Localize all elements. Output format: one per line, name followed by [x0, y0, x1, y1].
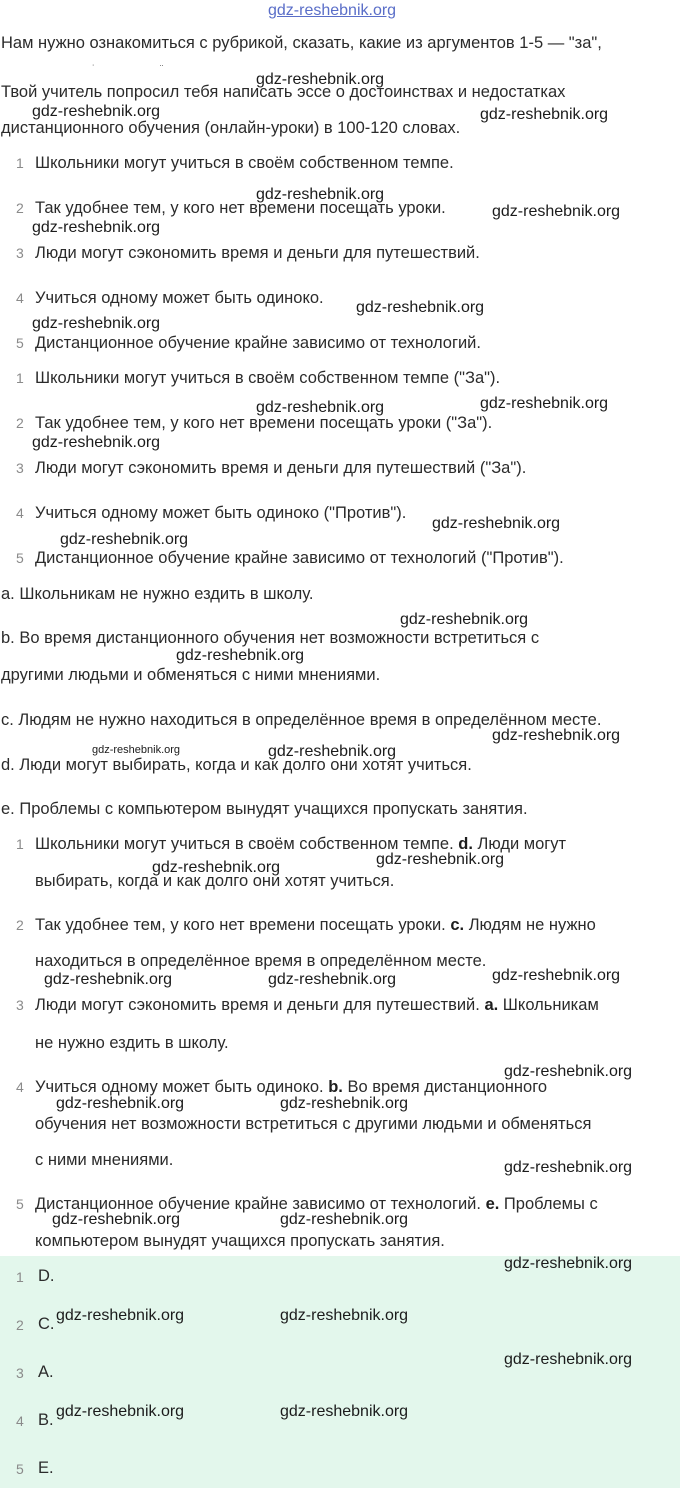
answer-value: E.: [38, 1459, 54, 1477]
matched-item-line: не нужно ездить в школу.: [35, 1034, 229, 1052]
watermark-text: gdz-reshebnik.org: [280, 1403, 409, 1420]
item-number: 1: [16, 370, 24, 386]
statement-b-line2: другими людьми и обменяться с ними мнениями.: [1, 666, 381, 684]
watermark-text: gdz-reshebnik.org: [32, 434, 161, 451]
watermark-text: gdz-reshebnik.org: [60, 531, 189, 548]
matched-item-line: Люди могут сэкономить время и деньги для путешествий. a. Школьникам: [35, 996, 599, 1014]
answer-value: C.: [38, 1315, 55, 1333]
argument-item: Так удобнее тем, у кого нет времени посещать уроки.: [35, 199, 446, 217]
watermark-text: gdz-reshebnik.org: [56, 1095, 185, 1112]
watermark-text: gdz-reshebnik.org: [152, 859, 281, 876]
watermark-text: gdz-reshebnik.org: [504, 1351, 633, 1368]
item-number: 3: [16, 997, 24, 1013]
watermark-text: gdz-reshebnik.org: [280, 1095, 409, 1112]
watermark-text: gdz-reshebnik.org: [92, 744, 181, 756]
watermark-text: gdz-reshebnik.org: [32, 103, 161, 120]
watermark-text: gdz-reshebnik.org: [268, 743, 397, 760]
item-number: 5: [16, 1196, 24, 1212]
watermark-text: gdz-reshebnik.org: [376, 851, 505, 868]
answer-box: [0, 1256, 680, 1488]
matched-item-line: Школьники могут учиться в своём собственном темпе. d. Люди могут: [35, 835, 567, 853]
intro-text: Нам нужно ознакомиться с рубрикой, сказать, какие из аргументов 1-5 — "за",: [1, 34, 602, 52]
watermark-text: gdz-reshebnik.org: [356, 299, 485, 316]
classified-item: Школьники могут учиться в своём собственном темпе ("За").: [35, 369, 501, 387]
answer-number: 3: [16, 1365, 24, 1381]
item-number: 4: [16, 290, 24, 306]
watermark-text: gdz-reshebnik.org: [256, 186, 385, 203]
item-number: 2: [16, 415, 24, 431]
answer-value: D.: [38, 1267, 55, 1285]
watermark-text: gdz-reshebnik.org: [492, 727, 621, 744]
item-number: 1: [16, 155, 24, 171]
argument-item: Учиться одному может быть одиноко.: [35, 289, 324, 307]
matched-item-line: Учиться одному может быть одиноко. b. Во время дистанционного: [35, 1078, 548, 1096]
item-number: 3: [16, 245, 24, 261]
task-line-1: Твой учитель попросил тебя написать эссе о достоинствах и недостатках: [1, 83, 566, 101]
argument-item: Школьники могут учиться в своём собственном темпе.: [35, 154, 454, 172]
watermark-text: gdz-reshebnik.org: [280, 1211, 409, 1228]
watermark-text: gdz-reshebnik.org: [280, 1307, 409, 1324]
classified-item: Люди могут сэкономить время и деньги для путешествий ("За").: [35, 459, 527, 477]
item-number: 2: [16, 917, 24, 933]
classified-item: Учиться одному может быть одиноко ("Против").: [35, 504, 407, 522]
classified-item: Так удобнее тем, у кого нет времени посещать уроки ("За").: [35, 414, 493, 432]
watermark-text: gdz-reshebnik.org: [504, 1159, 633, 1176]
matched-item-line: компьютером вынудят учащихся пропускать занятия.: [35, 1232, 445, 1250]
item-number: 2: [16, 200, 24, 216]
answer-value: B.: [38, 1411, 54, 1429]
dots-mark: ¨: [160, 64, 164, 75]
watermark-text: gdz-reshebnik.org: [256, 399, 385, 416]
watermark-text: gdz-reshebnik.org: [432, 515, 561, 532]
item-number: 3: [16, 460, 24, 476]
item-number: 4: [16, 505, 24, 521]
site-logo-link[interactable]: gdz-reshebnik.org: [268, 2, 397, 19]
answer-number: 2: [16, 1317, 24, 1333]
matched-item-line: с ними мнениями.: [35, 1151, 174, 1169]
watermark-text: gdz-reshebnik.org: [52, 1211, 181, 1228]
watermark-text: gdz-reshebnik.org: [492, 203, 621, 220]
watermark-text: gdz-reshebnik.org: [56, 1307, 185, 1324]
matched-item-line: выбирать, когда и как долго они хотят учиться.: [35, 872, 395, 890]
item-number: 4: [16, 1079, 24, 1095]
watermark-text: gdz-reshebnik.org: [176, 647, 305, 664]
watermark-text: gdz-reshebnik.org: [32, 315, 161, 332]
statement-a: a. Школьникам не нужно ездить в школу.: [1, 585, 314, 603]
item-number: 5: [16, 335, 24, 351]
matched-item-line: обучения нет возможности встретиться с другими людьми и обменяться: [35, 1115, 592, 1133]
task-line-2: дистанционного обучения (онлайн-уроки) в 100-120 словах.: [1, 119, 461, 137]
watermark-text: gdz-reshebnik.org: [504, 1063, 633, 1080]
watermark-text: gdz-reshebnik.org: [32, 219, 161, 236]
watermark-text: gdz-reshebnik.org: [268, 971, 397, 988]
watermark-text: gdz-reshebnik.org: [44, 971, 173, 988]
answer-number: 1: [16, 1269, 24, 1285]
statement-c: c. Людям не нужно находиться в определённое время в определённом месте.: [1, 711, 602, 729]
statement-e: e. Проблемы с компьютером вынудят учащихся пропускать занятия.: [1, 800, 528, 818]
dots-mark: ˙: [92, 64, 96, 75]
argument-item: Люди могут сэкономить время и деньги для путешествий.: [35, 244, 480, 262]
statement-b-line1: b. Во время дистанционного обучения нет возможности встретиться с: [1, 629, 540, 647]
watermark-text: gdz-reshebnik.org: [492, 967, 621, 984]
classified-item: Дистанционное обучение крайне зависимо от технологий ("Против").: [35, 549, 564, 567]
watermark-text: gdz-reshebnik.org: [256, 71, 385, 88]
watermark-text: gdz-reshebnik.org: [480, 106, 609, 123]
answer-number: 4: [16, 1413, 24, 1429]
matched-item-line: Дистанционное обучение крайне зависимо от технологий. e. Проблемы с: [35, 1195, 598, 1213]
matched-item-line: Так удобнее тем, у кого нет времени посещать уроки. c. Людям не нужно: [35, 916, 596, 934]
watermark-text: gdz-reshebnik.org: [400, 611, 529, 628]
matched-item-line: находиться в определённое время в определённом месте.: [35, 952, 487, 970]
watermark-text: gdz-reshebnik.org: [56, 1403, 185, 1420]
answer-number: 5: [16, 1461, 24, 1477]
item-number: 5: [16, 550, 24, 566]
watermark-text: gdz-reshebnik.org: [504, 1255, 633, 1272]
argument-item: Дистанционное обучение крайне зависимо от технологий.: [35, 334, 481, 352]
answer-value: A.: [38, 1363, 54, 1381]
item-number: 1: [16, 836, 24, 852]
watermark-text: gdz-reshebnik.org: [480, 395, 609, 412]
statement-d: d. Люди могут выбирать, когда и как долго они хотят учиться.: [1, 756, 472, 774]
